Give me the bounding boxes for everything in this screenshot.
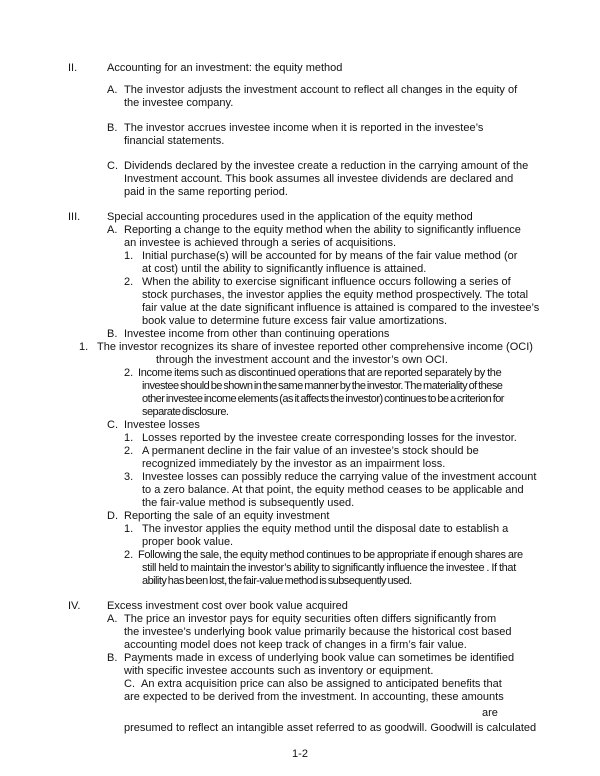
paragraph-line: Investee losses — [124, 419, 200, 431]
paragraph-line: the fair-value method is subsequently used. — [142, 497, 355, 509]
paragraph-line: presumed to reflect an intangible asset referred to as goodwill. Goodwill is calculated — [124, 722, 537, 734]
subitem-marker: 2. — [124, 367, 134, 379]
paragraph-line: A permanent decline in the fair value of an investee’s stock should be — [142, 445, 479, 457]
paragraph-line: Payments made in excess of underlying book value can sometimes be identified — [124, 652, 515, 664]
paragraph-line: The investor accrues investee income when it is reported in the investee’s — [124, 122, 484, 134]
paragraph-line: Dividends declared by the investee create a reduction in the carrying amount of the — [124, 160, 529, 172]
paragraph-line: other investee income elements (as it affects the investor) continues to be a criterion for — [142, 393, 504, 405]
paragraph-line: an investee is achieved through a series of acquisitions. — [124, 237, 397, 249]
section-title: Accounting for an investment: the equity method — [107, 62, 343, 74]
paragraph-line: are — [482, 707, 498, 719]
paragraph-line: are expected to be derived from the investment. In accounting, these amounts — [124, 691, 504, 703]
paragraph-line: fair value at the date significant influence is attained is compared to the investee’s — [142, 302, 540, 314]
paragraph-line: the investee company. — [124, 97, 234, 109]
paragraph-line: ability has been lost, the fair-value method is subsequently used. — [142, 575, 412, 587]
paragraph-line: The investor recognizes its share of investee reported other comprehensive income (OCI) — [97, 341, 533, 353]
paragraph-line: Income items such as discontinued operations that are reported separately by the — [138, 367, 502, 379]
item-marker: D. — [107, 510, 118, 522]
paragraph-line: The investor adjusts the investment account to reflect all changes in the equity of — [124, 84, 518, 96]
paragraph-line: The price an investor pays for equity securities often differs significantly from — [124, 613, 497, 625]
paragraph-line: Losses reported by the investee create corresponding losses for the investor. — [142, 432, 517, 444]
section-numeral: II. — [68, 62, 78, 74]
subitem-marker: 1. — [124, 432, 134, 444]
subitem-marker: 2. — [124, 445, 134, 457]
paragraph-line: book value to determine future excess fair value amortizations. — [142, 315, 448, 327]
paragraph-line: accounting model does not keep track of changes in a firm’s fair value. — [124, 639, 467, 651]
paragraph-line: Investee income from other than continuing operations — [124, 328, 390, 340]
paragraph-line: investee should be shown in the same manner by the investor. The materiality of these — [142, 380, 503, 392]
item-marker: A. — [107, 84, 118, 96]
subitem-marker: 1. — [124, 523, 134, 535]
section-numeral: IV. — [68, 600, 81, 612]
item-marker: B. — [107, 328, 118, 340]
paragraph-line: through the investment account and the investor’s own OCI. — [156, 354, 448, 366]
subitem-marker: 2. — [124, 549, 134, 561]
section-title: Excess investment cost over book value acquired — [107, 600, 348, 612]
section-numeral: III. — [68, 211, 81, 223]
item-marker: C. — [107, 419, 118, 431]
item-marker: C. — [107, 160, 118, 172]
subitem-marker: 2. — [124, 276, 134, 288]
subitem-marker: 1. — [124, 250, 134, 262]
item-marker: B. — [107, 122, 118, 134]
paragraph-line: recognized immediately by the investor as an impairment loss. — [142, 458, 446, 470]
paragraph-line: Investee losses can possibly reduce the carrying value of the investment account — [142, 471, 537, 483]
item-marker: A. — [107, 224, 118, 236]
paragraph-line: paid in the same reporting period. — [124, 186, 288, 198]
paragraph-line: still held to maintain the investor’s ability to significantly influence the investee . If that — [142, 562, 516, 574]
item-marker: B. — [107, 652, 118, 664]
paragraph-line: stock purchases, the investor applies the equity method prospectively. The total — [142, 289, 529, 301]
section-title: Special accounting procedures used in the application of the equity method — [107, 211, 473, 223]
paragraph-line: Following the sale, the equity method continues to be appropriate if enough shares are — [138, 549, 523, 561]
subitem-marker: 3. — [124, 471, 134, 483]
paragraph-line: Investment account. This book assumes all investee dividends are declared and — [124, 173, 514, 185]
paragraph-line: Reporting a change to the equity method when the ability to significantly influence — [124, 224, 521, 236]
paragraph-line: financial statements. — [124, 135, 225, 147]
paragraph-line: Initial purchase(s) will be accounted for by means of the fair value method (or — [142, 250, 518, 262]
page-number: 1-2 — [292, 748, 308, 760]
paragraph-line: to a zero balance. At that point, the equity method ceases to be applicable and — [142, 484, 524, 496]
paragraph-line: The investor applies the equity method until the disposal date to establish a — [142, 523, 509, 535]
item-marker: C. — [124, 678, 135, 690]
paragraph-line: separate disclosure. — [142, 406, 229, 418]
paragraph-line: An extra acquisition price can also be assigned to anticipated benefits that — [141, 678, 502, 690]
paragraph-line: at cost) until the ability to significantly influence is attained. — [142, 263, 427, 275]
paragraph-line: Reporting the sale of an equity investment — [124, 510, 330, 522]
paragraph-line: with specific investee accounts such as inventory or equipment. — [124, 665, 434, 677]
item-marker: A. — [107, 613, 118, 625]
paragraph-line: proper book value. — [142, 536, 234, 548]
subitem-marker: 1. — [79, 341, 89, 353]
paragraph-line: the investee’s underlying book value primarily because the historical cost based — [124, 626, 512, 638]
paragraph-line: When the ability to exercise significant influence occurs following a series of — [142, 276, 511, 288]
